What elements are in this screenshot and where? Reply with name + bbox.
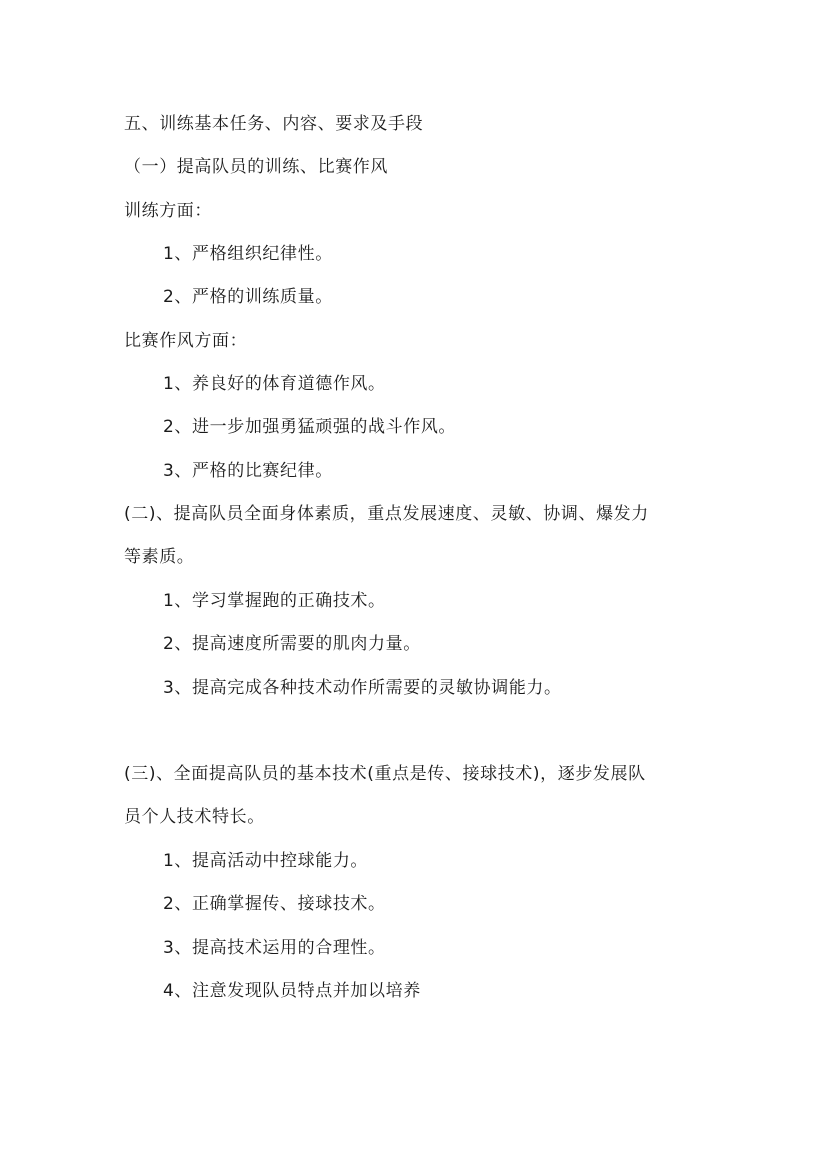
subsection-heading-2: (二)、提高队员全面身体素质，重点发展速度、灵敏、协调、爆发力 — [124, 504, 649, 524]
list-item: 1、严格组织纪律性。 — [163, 244, 333, 264]
list-item: 1、提高活动中控球能力。 — [163, 851, 369, 871]
list-item: 3、提高完成各种技术动作所需要的灵敏协调能力。 — [163, 678, 562, 698]
list-item: 2、正确掌握传、接球技术。 — [163, 894, 386, 914]
subsection-heading-2-cont: 等素质。 — [124, 547, 195, 567]
match-style-label: 比赛作风方面： — [124, 331, 248, 351]
subsection-heading-3-cont: 员个人技术特长。 — [124, 807, 265, 827]
subsection-heading-3: (三)、全面提高队员的基本技术(重点是传、接球技术)，逐步发展队 — [124, 764, 646, 784]
list-item: 4、注意发现队员特点并加以培养 — [163, 981, 421, 1001]
list-item: 3、严格的比赛纪律。 — [163, 461, 333, 481]
list-item: 2、进一步加强勇猛顽强的战斗作风。 — [163, 417, 457, 437]
training-aspect-label: 训练方面： — [124, 201, 212, 221]
list-item: 2、严格的训练质量。 — [163, 287, 333, 307]
subsection-heading-1: （一）提高队员的训练、比赛作风 — [124, 157, 388, 177]
list-item: 1、养良好的体育道德作风。 — [163, 374, 386, 394]
list-item: 2、提高速度所需要的肌肉力量。 — [163, 634, 421, 654]
list-item: 1、学习掌握跑的正确技术。 — [163, 591, 386, 611]
section-heading: 五、训练基本任务、内容、要求及手段 — [124, 114, 424, 134]
list-item: 3、提高技术运用的合理性。 — [163, 938, 386, 958]
